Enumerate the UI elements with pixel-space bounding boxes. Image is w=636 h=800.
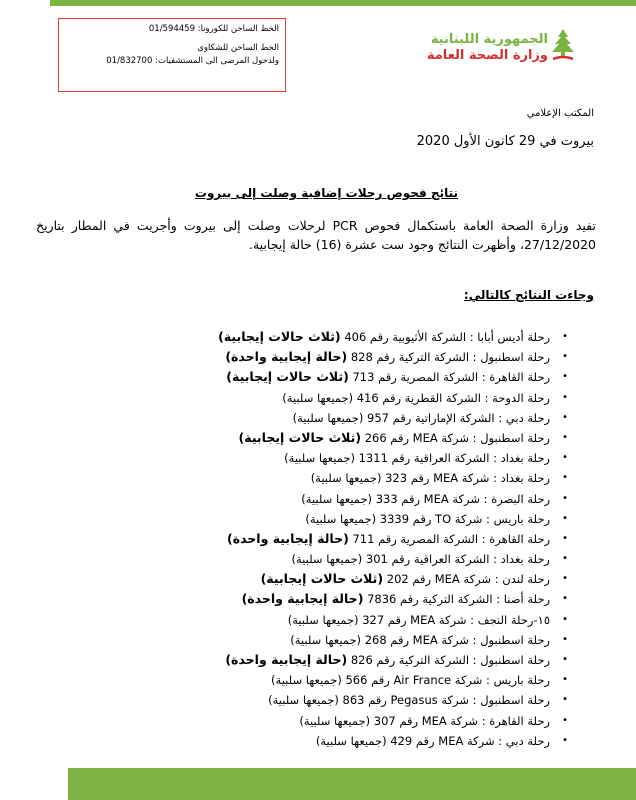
- flight-result-item: [218, 711, 568, 731]
- flight-description: رحلة اسطنبول : الشركة التركية رقم 828: [350, 350, 550, 365]
- bullet-icon: •: [562, 633, 568, 645]
- bullet-icon: •: [562, 351, 568, 363]
- flight-result: (جميعها سلبية): [287, 612, 359, 627]
- flight-result: (ثلاث حالات إيجابية): [226, 369, 349, 385]
- intro-paragraph: تفيد وزارة الصحة العامة باستكمال فحوص PCR لرحلات وصلت إلى بيروت وأجريت في المطار بتاريخ 27/12/2020، وأظهرت النتائج وجود ست عشرة (16) حالة إيجابية.: [36, 218, 596, 252]
- flight-result: (ثلاث حالات إيجابية): [238, 429, 362, 445]
- ministry-name: وزارة الصحة العامة: [426, 48, 548, 63]
- bullet-icon: •: [562, 694, 568, 706]
- top-accent-bar: [50, 0, 636, 6]
- bullet-icon: •: [562, 371, 568, 383]
- republic-name: الجمهورية اللبنانية: [430, 32, 548, 47]
- flight-result-item: [218, 367, 568, 387]
- hotline-corona: الخط الساخن للكورونا: 01/594459: [148, 24, 279, 34]
- flight-result: (جميعها سلبية): [299, 713, 371, 728]
- flight-result: (جميعها سلبية): [282, 390, 354, 405]
- media-office-label: المكتب الإعلامي: [526, 108, 594, 119]
- flight-result-item: [218, 509, 568, 529]
- flight-result-item: [218, 529, 568, 549]
- flight-description: رحلة بغداد : الشركة العراقية رقم 301: [365, 552, 550, 567]
- flight-result: (جميعها سلبية): [271, 673, 342, 688]
- flight-description: رحلة القاهرة : الشركة المصرية رقم 713: [352, 370, 550, 385]
- flight-description: رحلة اسطنبول : شركة MEA رقم 268: [364, 632, 550, 647]
- flight-result-item: [218, 448, 568, 468]
- flight-result: (حالة إيجابية واحدة): [225, 652, 348, 667]
- flight-result: (جميعها سلبية): [292, 410, 364, 425]
- flight-result-item: [218, 347, 568, 367]
- flight-description: رحلة اسطنبول : الشركة التركية رقم 826: [350, 653, 550, 667]
- flight-description: رحلة الدوحة : الشركة القطرية رقم 416: [356, 390, 550, 405]
- flight-result-item: [218, 690, 568, 710]
- bullet-icon: •: [562, 593, 568, 605]
- bullet-icon: •: [562, 411, 568, 423]
- flight-description: رحلة لندن : شركة MEA رقم 202: [386, 572, 550, 587]
- document-subject: نتائج فحوص رحلات إضافية وصلت إلى بيروت: [194, 186, 458, 200]
- bullet-icon: •: [562, 431, 568, 443]
- flight-description: رحلة باريس : شركة TO رقم 3339: [379, 511, 550, 526]
- flight-result: (جميعها سلبية): [268, 693, 339, 708]
- flight-result-item: [218, 630, 568, 650]
- flight-result-item: [218, 731, 568, 751]
- flight-description: رحلة اسطنبول : شركة Pegasus رقم 863: [342, 693, 550, 708]
- results-heading: وجاءت النتائج كالتالي:: [463, 288, 594, 302]
- flight-description: رحلة أضنا : الشركة التركية رقم 7836: [367, 592, 550, 607]
- flight-results-list: [218, 327, 568, 751]
- bullet-icon: •: [562, 391, 568, 403]
- flight-description: رحلة دبي : شركة MEA رقم 429: [390, 733, 550, 748]
- bottom-accent-bar: [68, 768, 636, 800]
- flight-result-item: [218, 610, 568, 630]
- flight-result-item: [218, 650, 568, 670]
- bullet-icon: •: [562, 452, 568, 464]
- bullet-icon: •: [562, 573, 568, 585]
- flight-result-item: [218, 569, 568, 589]
- bullet-icon: •: [562, 714, 568, 726]
- document-date: بيروت في 29 كانون الأول 2020: [416, 134, 594, 149]
- flight-result: (جميعها سلبية): [315, 733, 387, 748]
- flight-result: (جميعها سلبية): [284, 451, 355, 466]
- flight-result-item: [218, 549, 568, 569]
- flight-description: رحلة القاهرة : الشركة المصرية رقم 711: [352, 531, 550, 546]
- flight-result: (جميعها سلبية): [310, 471, 382, 486]
- bullet-icon: •: [562, 674, 568, 686]
- flight-result-item: [218, 408, 568, 428]
- flight-result: (جميعها سلبية): [305, 511, 377, 526]
- flight-result-item: [218, 388, 568, 408]
- bullet-icon: •: [562, 492, 568, 504]
- flight-result-item: [218, 327, 568, 347]
- bullet-icon: •: [562, 512, 568, 524]
- flight-result-item: [218, 428, 568, 448]
- hotline-complaints-line1: الخط الساخن للشكاوى: [197, 43, 279, 53]
- flight-description: ١٥-رحلة النجف : شركة MEA رقم 327: [362, 612, 550, 627]
- flight-description: رحلة بغداد : شركة MEA رقم 323: [385, 471, 550, 486]
- flight-description: رحلة أديس أبابا : الشركة الأثيوبية رقم 406: [344, 330, 550, 344]
- hotline-complaints-line2: ولدخول المرضى الى المستشفيات: 01/832700: [106, 56, 279, 66]
- flight-result: (جميعها سلبية): [291, 552, 363, 567]
- flight-result: (ثلاث حالات إيجابية): [260, 571, 384, 587]
- bullet-icon: •: [562, 654, 568, 665]
- cedar-icon: [550, 28, 576, 64]
- bullet-icon: •: [562, 331, 568, 342]
- ministry-logo-text: [427, 32, 548, 64]
- flight-result: (جميعها سلبية): [301, 491, 373, 506]
- flight-result: (ثلاث حالات إيجابية): [218, 329, 341, 344]
- flight-result-item: [218, 589, 568, 609]
- bullet-icon: •: [562, 734, 568, 746]
- bullet-icon: •: [562, 613, 568, 625]
- flight-result-item: [218, 489, 568, 509]
- flight-description: رحلة البصرة : شركة MEA رقم 333: [375, 491, 550, 506]
- bullet-icon: •: [562, 532, 568, 544]
- bullet-icon: •: [562, 553, 568, 565]
- bullet-icon: •: [562, 472, 568, 484]
- flight-description: رحلة دبي : الشركة الإماراتية رقم 957: [367, 410, 550, 425]
- flight-result-item: [218, 468, 568, 488]
- flight-result: (جميعها سلبية): [290, 632, 362, 647]
- flight-result-item: [218, 670, 568, 690]
- flight-result: (حالة إيجابية واحدة): [225, 349, 348, 365]
- flight-description: رحلة بغداد : الشركة العراقية رقم 1311: [358, 451, 550, 466]
- hotline-box: [58, 18, 286, 92]
- flight-result: (حالة إيجابية واحدة): [241, 591, 364, 607]
- flight-description: رحلة اسطنبول : شركة MEA رقم 266: [364, 430, 550, 445]
- flight-result: (حالة إيجابية واحدة): [226, 530, 349, 546]
- flight-description: رحلة القاهرة : شركة MEA رقم 307: [373, 713, 550, 728]
- flight-description: رحلة باريس : شركة Air France رقم 566: [345, 673, 550, 688]
